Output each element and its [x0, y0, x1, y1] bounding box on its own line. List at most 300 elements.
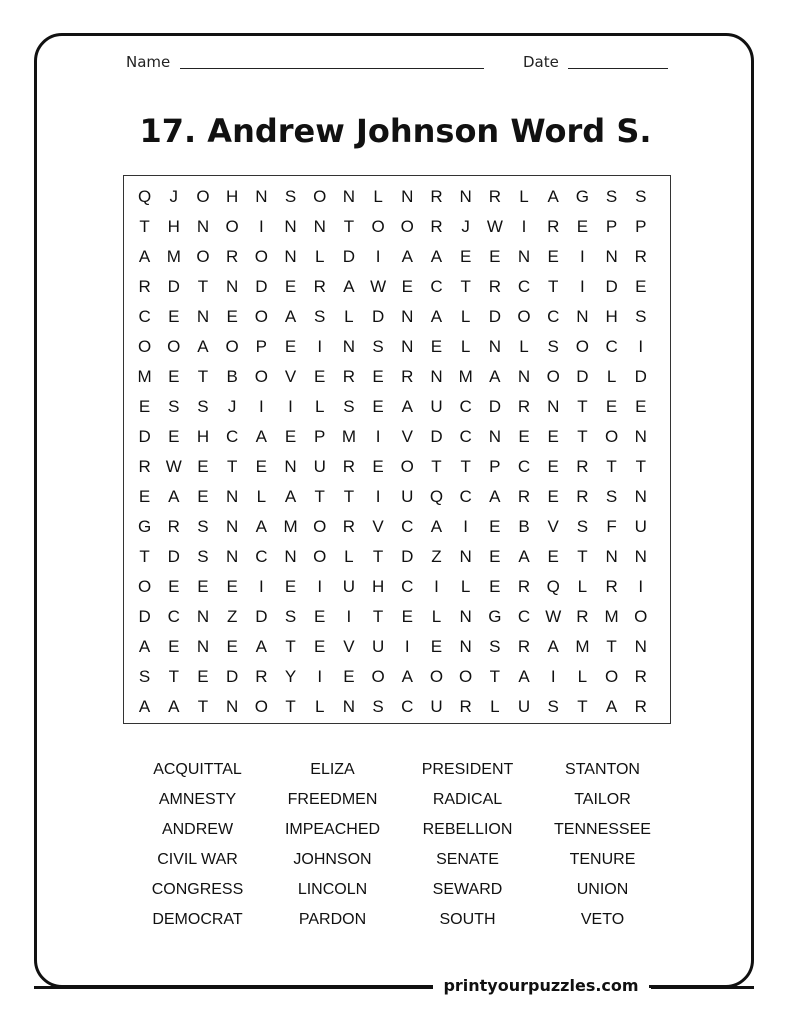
grid-cell: I [346, 607, 352, 626]
grid-cell: D [605, 277, 618, 296]
word-list-item: FREEDMEN [287, 791, 378, 808]
grid-cell: E [314, 367, 326, 386]
grid-cell: S [605, 187, 618, 206]
grid-cell: A [138, 637, 151, 656]
grid-cell: C [547, 307, 560, 326]
word-list-item: PARDON [298, 911, 367, 928]
grid-cell: N [459, 187, 472, 206]
grid-cell: M [137, 367, 152, 386]
grid-cell: P [605, 217, 618, 236]
name-label: Name [126, 53, 171, 71]
grid-cell: R [313, 277, 326, 296]
grid-cell: L [344, 547, 354, 566]
grid-cell: O [429, 667, 444, 686]
grid-cell: N [226, 487, 239, 506]
grid-cell: D [167, 547, 180, 566]
grid-cell: O [400, 217, 414, 236]
grid-cell: S [576, 517, 589, 536]
grid-cell: S [197, 397, 209, 416]
grid-cell: N [226, 547, 239, 566]
grid-cell: C [401, 517, 414, 536]
grid-cell: I [550, 667, 556, 686]
grid-cell: U [401, 487, 414, 506]
grid-cell: S [168, 397, 180, 416]
grid-cell: L [256, 487, 267, 506]
grid-cell: B [226, 367, 238, 386]
grid-cell: P [489, 457, 501, 476]
grid-cell: O [313, 517, 327, 536]
grid-cell: N [284, 547, 297, 566]
grid-cell: N [196, 607, 210, 626]
grid-cell: V [372, 517, 384, 536]
grid-cell: S [343, 397, 355, 416]
grid-cell: D [401, 547, 414, 566]
grid-cell: D [342, 247, 356, 266]
grid-cell: E [284, 577, 297, 596]
grid-cell: T [431, 457, 442, 476]
grid-cell: N [517, 367, 531, 386]
grid-cell: R [605, 577, 618, 596]
grid-cell: R [167, 517, 180, 536]
grid-cell: L [314, 397, 325, 416]
grid-cell: V [547, 517, 559, 536]
grid-cell: R [459, 697, 472, 716]
word-list-item: CIVIL WAR [157, 851, 238, 868]
grid-cell: E [576, 217, 589, 236]
grid-cell: S [635, 187, 647, 206]
grid-cell: N [634, 427, 647, 446]
grid-cell: T [548, 277, 559, 296]
grid-cell: N [430, 367, 443, 386]
grid-cell: R [226, 247, 239, 266]
grid-cell: N [605, 547, 618, 566]
grid-cell: A [489, 487, 501, 506]
grid-cell: T [489, 667, 501, 686]
grid-cell: E [401, 277, 413, 296]
grid-cell: E [401, 607, 413, 626]
grid-cell: M [283, 517, 298, 536]
grid-cell: D [430, 427, 443, 446]
grid-cell: M [575, 637, 590, 656]
page-title: 17. Andrew Johnson Word S. [139, 112, 652, 150]
grid-cell: L [431, 607, 442, 626]
grid-cell: O [546, 367, 560, 386]
grid-cell: G [137, 517, 152, 536]
grid-cell: N [547, 397, 560, 416]
grid-cell: S [635, 307, 647, 326]
grid-cell: E [547, 547, 559, 566]
grid-cell: C [517, 277, 531, 296]
grid-cell: I [580, 277, 585, 296]
grid-cell: L [344, 307, 354, 326]
grid-cell: E [168, 577, 180, 596]
grid-cell: N [459, 547, 472, 566]
grid-cell: M [604, 607, 619, 626]
grid-cell: A [138, 697, 151, 716]
grid-cell: I [317, 337, 323, 356]
grid-cell: D [255, 607, 268, 626]
grid-cell: T [197, 367, 209, 386]
grid-cell: R [634, 697, 647, 716]
grid-cell: T [197, 697, 209, 716]
grid-cell: E [547, 247, 559, 266]
grid-cell: U [634, 517, 647, 536]
grid-cell: R [342, 517, 356, 536]
grid-cell: N [342, 187, 356, 206]
grid-cell: L [577, 577, 588, 596]
grid-cell: D [138, 427, 151, 446]
grid-cell: I [434, 577, 439, 596]
grid-cell: J [169, 187, 179, 206]
grid-cell: S [547, 337, 559, 356]
grid-cell: R [138, 277, 151, 296]
grid-cell: I [463, 517, 469, 536]
grid-cell: A [430, 307, 443, 326]
grid-cell: R [342, 457, 356, 476]
grid-cell: E [284, 277, 297, 296]
grid-cell: V [343, 637, 355, 656]
grid-cell: N [401, 337, 414, 356]
grid-cell: E [284, 337, 297, 356]
grid-cell: R [634, 247, 647, 266]
word-list-item: JOHNSON [293, 851, 372, 868]
grid-cell: Y [284, 667, 297, 686]
word-list-item: TENURE [569, 851, 636, 868]
grid-cell: U [430, 397, 443, 416]
grid-cell: O [604, 667, 619, 686]
grid-cell: I [258, 397, 264, 416]
grid-cell: N [284, 457, 297, 476]
grid-cell: N [634, 547, 647, 566]
grid-cell: D [488, 397, 501, 416]
grid-cell: P [255, 337, 268, 356]
grid-cell: C [401, 697, 414, 716]
grid-cell: N [226, 517, 239, 536]
grid-cell: A [489, 367, 501, 386]
grid-cell: A [197, 337, 209, 356]
grid-cell: A [284, 487, 297, 506]
grid-cell: C [430, 277, 443, 296]
grid-cell: O [313, 187, 327, 206]
grid-cell: E [372, 397, 384, 416]
grid-cell: I [258, 577, 264, 596]
grid-cell: O [313, 547, 327, 566]
grid-cell: G [575, 187, 590, 206]
grid-cell: C [401, 577, 414, 596]
date-label: Date [523, 53, 559, 71]
grid-cell: N [255, 187, 268, 206]
grid-cell: R [488, 277, 501, 296]
grid-cell: E [547, 487, 559, 506]
grid-cell: N [459, 607, 472, 626]
grid-cell: T [285, 637, 296, 656]
grid-cell: C [138, 307, 151, 326]
puzzle-grid [130, 182, 655, 722]
grid-cell: I [375, 487, 381, 506]
grid-cell: O [459, 667, 473, 686]
grid-cell: S [372, 697, 384, 716]
grid-cell: C [167, 607, 180, 626]
grid-cell: C [459, 427, 472, 446]
grid-cell: R [576, 457, 589, 476]
grid-cell: T [314, 487, 325, 506]
grid-cell: L [314, 697, 325, 716]
grid-cell: A [518, 667, 530, 686]
grid-cell: L [460, 307, 471, 326]
grid-cell: W [370, 277, 387, 296]
word-list-item: SENATE [436, 851, 499, 868]
grid-cell: T [460, 277, 471, 296]
word-list-item: CONGRESS [151, 881, 244, 898]
grid-cell: S [197, 547, 209, 566]
grid-cell: R [430, 217, 443, 236]
grid-cell: H [167, 217, 180, 236]
grid-cell: F [606, 517, 617, 536]
grid-cell: N [226, 697, 239, 716]
grid-cell: U [342, 577, 356, 596]
grid-cell: E [430, 337, 443, 356]
grid-cell: T [168, 667, 179, 686]
grid-cell: C [226, 427, 239, 446]
grid-cell: M [166, 247, 181, 266]
grid-cell: I [317, 667, 323, 686]
grid-cell: E [168, 307, 180, 326]
footer-website: printyourpuzzles.com [433, 976, 649, 995]
grid-cell: I [638, 337, 644, 356]
grid-cell: O [167, 337, 181, 356]
grid-cell: Q [137, 187, 152, 206]
grid-cell: N [342, 697, 356, 716]
grid-cell: O [254, 367, 268, 386]
grid-cell: E [255, 457, 268, 476]
grid-cell: S [138, 667, 151, 686]
word-list-item: AMNESTY [158, 791, 237, 808]
grid-cell: O [371, 217, 385, 236]
grid-cell: L [314, 247, 325, 266]
word-list-item: REBELLION [422, 821, 513, 838]
grid-cell: L [373, 187, 383, 206]
grid-cell: T [226, 457, 238, 476]
grid-cell: N [196, 307, 210, 326]
grid-cell: R [430, 187, 443, 206]
word-list [130, 755, 670, 935]
grid-cell: D [634, 367, 647, 386]
grid-cell: T [577, 547, 588, 566]
grid-cell: E [489, 247, 501, 266]
grid-cell: A [430, 517, 443, 536]
grid-cell: S [372, 337, 384, 356]
grid-cell: A [401, 397, 413, 416]
grid-cell: L [460, 337, 471, 356]
grid-cell: C [459, 397, 472, 416]
grid-cell: S [197, 517, 209, 536]
grid-cell: W [165, 457, 182, 476]
grid-cell: U [430, 697, 443, 716]
grid-cell: D [167, 277, 180, 296]
grid-cell: B [518, 517, 530, 536]
word-list-item: ACQUITTAL [153, 761, 242, 778]
grid-cell: E [489, 517, 501, 536]
grid-cell: S [284, 187, 297, 206]
grid-cell: N [401, 307, 414, 326]
grid-cell: U [517, 697, 531, 716]
grid-cell: E [635, 397, 647, 416]
grid-cell: N [196, 637, 210, 656]
word-list-item: PRESIDENT [421, 761, 514, 778]
word-list-item: IMPEACHED [284, 821, 381, 838]
grid-cell: A [168, 697, 180, 716]
grid-cell: I [638, 577, 644, 596]
grid-cell: D [488, 307, 501, 326]
grid-cell: A [547, 637, 559, 656]
grid-cell: O [225, 217, 239, 236]
grid-cell: D [371, 307, 385, 326]
grid-cell: I [375, 247, 381, 266]
grid-cell: R [401, 367, 414, 386]
date-line [568, 68, 668, 69]
grid-cell: O [400, 457, 414, 476]
grid-cell: Z [431, 547, 442, 566]
grid-cell: T [606, 637, 617, 656]
grid-cell: P [635, 217, 647, 236]
grid-cell: O [137, 577, 152, 596]
grid-cell: Z [226, 607, 238, 626]
grid-cell: P [314, 427, 326, 446]
grid-cell: L [460, 577, 471, 596]
grid-cell: E [168, 427, 180, 446]
grid-cell: S [547, 697, 559, 716]
grid-cell: O [254, 307, 268, 326]
grid-cell: R [547, 217, 560, 236]
grid-cell: S [489, 637, 501, 656]
grid-cell: O [196, 187, 210, 206]
word-list-item: TENNESSEE [554, 821, 651, 838]
grid-cell: N [284, 217, 297, 236]
word-list-item: DEMOCRAT [152, 911, 243, 928]
grid-cell: S [284, 607, 297, 626]
grid-cell: C [517, 457, 531, 476]
grid-cell: L [519, 337, 529, 356]
grid-cell: E [197, 577, 209, 596]
grid-cell: N [342, 337, 356, 356]
grid-cell: O [225, 337, 239, 356]
grid-cell: H [605, 307, 618, 326]
grid-cell: A [401, 667, 413, 686]
grid-cell: E [197, 667, 209, 686]
grid-cell: A [255, 517, 268, 536]
grid-cell: I [580, 247, 585, 266]
grid-cell: R [517, 487, 531, 506]
grid-cell: L [490, 697, 500, 716]
grid-cell: E [547, 427, 559, 446]
grid-cell: R [488, 187, 501, 206]
grid-cell: N [517, 247, 531, 266]
word-list-item: SOUTH [439, 911, 496, 928]
grid-cell: E [547, 457, 559, 476]
word-list-item: RADICAL [432, 791, 503, 808]
grid-cell: W [545, 607, 562, 626]
grid-cell: O [371, 667, 385, 686]
grid-cell: E [372, 457, 384, 476]
grid-cell: O [634, 607, 648, 626]
grid-cell: I [521, 217, 527, 236]
grid-cell: E [168, 367, 180, 386]
grid-cell: T [577, 427, 588, 446]
grid-cell: E [226, 637, 238, 656]
grid-cell: T [372, 607, 384, 626]
grid-cell: O [517, 307, 531, 326]
grid-cell: E [138, 397, 151, 416]
grid-cell: A [284, 307, 297, 326]
word-list-item: STANTON [565, 761, 640, 778]
grid-cell: R [517, 397, 531, 416]
grid-cell: T [577, 697, 588, 716]
grid-cell: A [255, 637, 268, 656]
grid-cell: Q [429, 487, 444, 506]
grid-cell: I [258, 217, 264, 236]
grid-cell: R [138, 457, 151, 476]
grid-cell: C [605, 337, 618, 356]
grid-cell: E [605, 397, 618, 416]
grid-cell: A [343, 277, 355, 296]
grid-cell: O [604, 427, 619, 446]
grid-cell: I [317, 577, 323, 596]
footer-rule-left [34, 986, 435, 989]
grid-cell: T [460, 457, 471, 476]
grid-cell: A [518, 547, 530, 566]
grid-cell: N [488, 427, 501, 446]
grid-cell: U [371, 637, 385, 656]
grid-cell: E [635, 277, 647, 296]
grid-cell: O [137, 337, 152, 356]
grid-cell: L [577, 667, 588, 686]
grid-cell: A [430, 247, 443, 266]
grid-cell: L [606, 367, 617, 386]
grid-cell: L [519, 187, 529, 206]
grid-cell: D [255, 277, 268, 296]
grid-cell: E [518, 427, 530, 446]
grid-cell: S [605, 487, 618, 506]
grid-cell: J [461, 217, 470, 236]
grid-cell: E [489, 577, 501, 596]
grid-cell: A [138, 247, 151, 266]
grid-cell: I [375, 427, 381, 446]
word-list-item: UNION [576, 881, 629, 898]
word-list-item: VETO [580, 911, 625, 928]
grid-cell: M [458, 367, 473, 386]
grid-cell: N [313, 217, 326, 236]
grid-cell: E [372, 367, 384, 386]
grid-cell: N [284, 247, 297, 266]
grid-cell: T [197, 277, 209, 296]
grid-cell: W [486, 217, 503, 236]
grid-cell: S [314, 307, 326, 326]
grid-cell: I [288, 397, 293, 416]
grid-cell: E [459, 247, 472, 266]
grid-cell: T [343, 487, 355, 506]
grid-cell: H [226, 187, 239, 206]
grid-cell: E [489, 547, 501, 566]
grid-cell: E [197, 457, 209, 476]
grid-cell: O [254, 697, 268, 716]
grid-cell: A [255, 427, 268, 446]
grid-cell: N [196, 217, 210, 236]
grid-cell: E [430, 637, 443, 656]
grid-cell: O [575, 337, 590, 356]
grid-cell: R [576, 487, 589, 506]
grid-cell: R [342, 367, 356, 386]
grid-cell: Q [546, 577, 560, 596]
